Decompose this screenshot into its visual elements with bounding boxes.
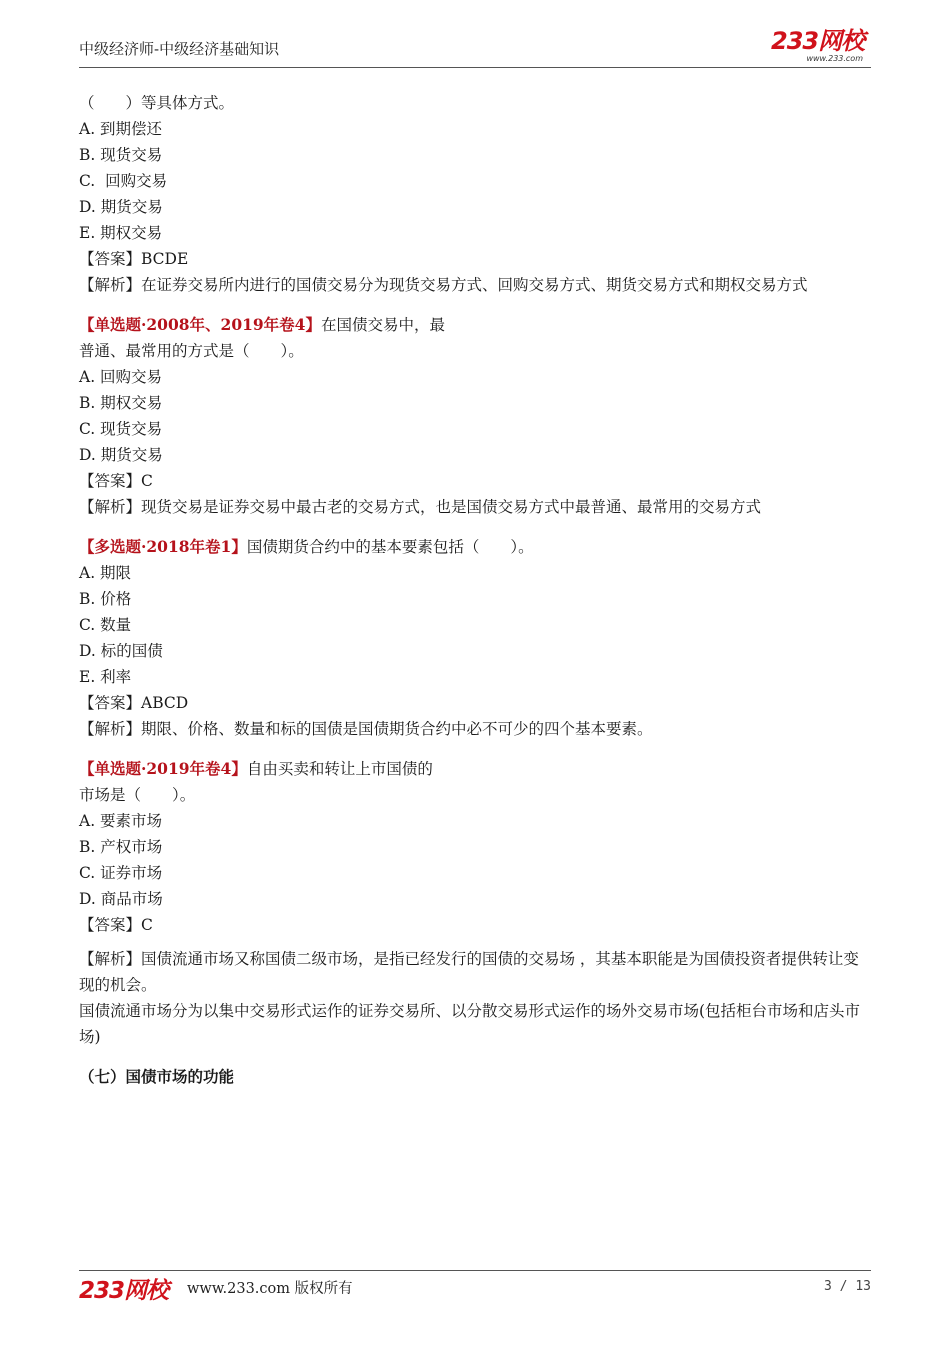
question-stem-cont: 市场是（ ）。: [79, 786, 196, 804]
option: A. 到期偿还: [79, 120, 163, 138]
header-title: 中级经济师-中级经济基础知识: [79, 40, 280, 58]
question-1: [79, 90, 874, 298]
option: B. 产权市场: [79, 838, 163, 856]
question-3: [79, 534, 874, 742]
brand-logo[interactable]: [771, 28, 871, 64]
question-2: [79, 312, 874, 520]
option: B. 价格: [79, 590, 132, 608]
option: A. 要素市场: [79, 812, 163, 830]
analysis-continued: 国债流通市场分为以集中交易形式运作的证券交易所、以分散交易形式运作的场外交易市场(包括柜台市场和店头市场): [79, 1002, 861, 1046]
question-stem-cont: 普通、最常用的方式是（ ）。: [79, 342, 304, 360]
section-heading: （七）国债市场的功能: [79, 1067, 235, 1086]
analysis: 【解析】现货交易是证券交易中最古老的交易方式，也是国债交易方式中最普通、最常用的交易方式: [79, 498, 762, 516]
option: A. 期限: [79, 564, 132, 582]
document-body: [79, 90, 874, 1090]
option: D. 期货交易: [79, 446, 163, 464]
footer-logo[interactable]: 233网校: [79, 1278, 169, 1304]
analysis: 【解析】国债流通市场又称国债二级市场，是指已经发行的国债的交易场 ，其基本职能是为国债投资者提供转让变现的机会。: [79, 950, 859, 994]
question-4: [79, 756, 874, 1050]
analysis: 【解析】期限、价格、数量和标的国债是国债期货合约中必不可少的四个基本要素。: [79, 720, 653, 738]
logo-text: 233网校: [771, 27, 865, 55]
option: B. 期权交易: [79, 394, 163, 412]
option: D. 商品市场: [79, 890, 163, 908]
answer: 【答案】BCDE: [79, 250, 189, 268]
question-tag: 【单选题·2019年卷4】: [79, 759, 247, 778]
option: C. 证券市场: [79, 864, 163, 882]
logo-url: www.233.com: [806, 54, 863, 63]
analysis: 【解析】在证券交易所内进行的国债交易分为现货交易方式、回购交易方式、期货交易方式和期权交易方式: [79, 276, 808, 294]
stem-text: 自由买卖和转让上市国债的: [246, 760, 433, 778]
answer: 【答案】C: [79, 472, 153, 490]
question-stem: [79, 534, 874, 560]
footer-copyright: www.233.com 版权所有: [187, 1281, 353, 1297]
option: C. 现货交易: [79, 420, 163, 438]
question-stem: [79, 312, 874, 338]
question-stem: [79, 756, 874, 782]
option: C. 回购交易: [79, 172, 168, 190]
stem-text: 国债期货合约中的基本要素包括（ ）。: [246, 538, 534, 556]
page-number: 3 / 13: [824, 1279, 871, 1294]
option: C. 数量: [79, 616, 132, 634]
question-tag: 【单选题·2008年、2019年卷4】: [79, 315, 321, 334]
header-divider: [79, 67, 871, 68]
footer-divider: [79, 1270, 871, 1271]
option: D. 期货交易: [79, 198, 163, 216]
answer: 【答案】C: [79, 916, 153, 934]
option: D. 标的国债: [79, 642, 163, 660]
option: B. 现货交易: [79, 146, 163, 164]
question-stem: （ ）等具体方式。: [79, 94, 235, 112]
option: E. 利率: [79, 668, 132, 686]
page-footer: [79, 1272, 871, 1302]
option: A. 回购交易: [79, 368, 163, 386]
stem-text: 在国债交易中，最: [320, 316, 445, 334]
option: E. 期权交易: [79, 224, 163, 242]
page-header: [79, 28, 871, 68]
answer: 【答案】ABCD: [79, 694, 189, 712]
question-tag: 【多选题·2018年卷1】: [79, 537, 247, 556]
